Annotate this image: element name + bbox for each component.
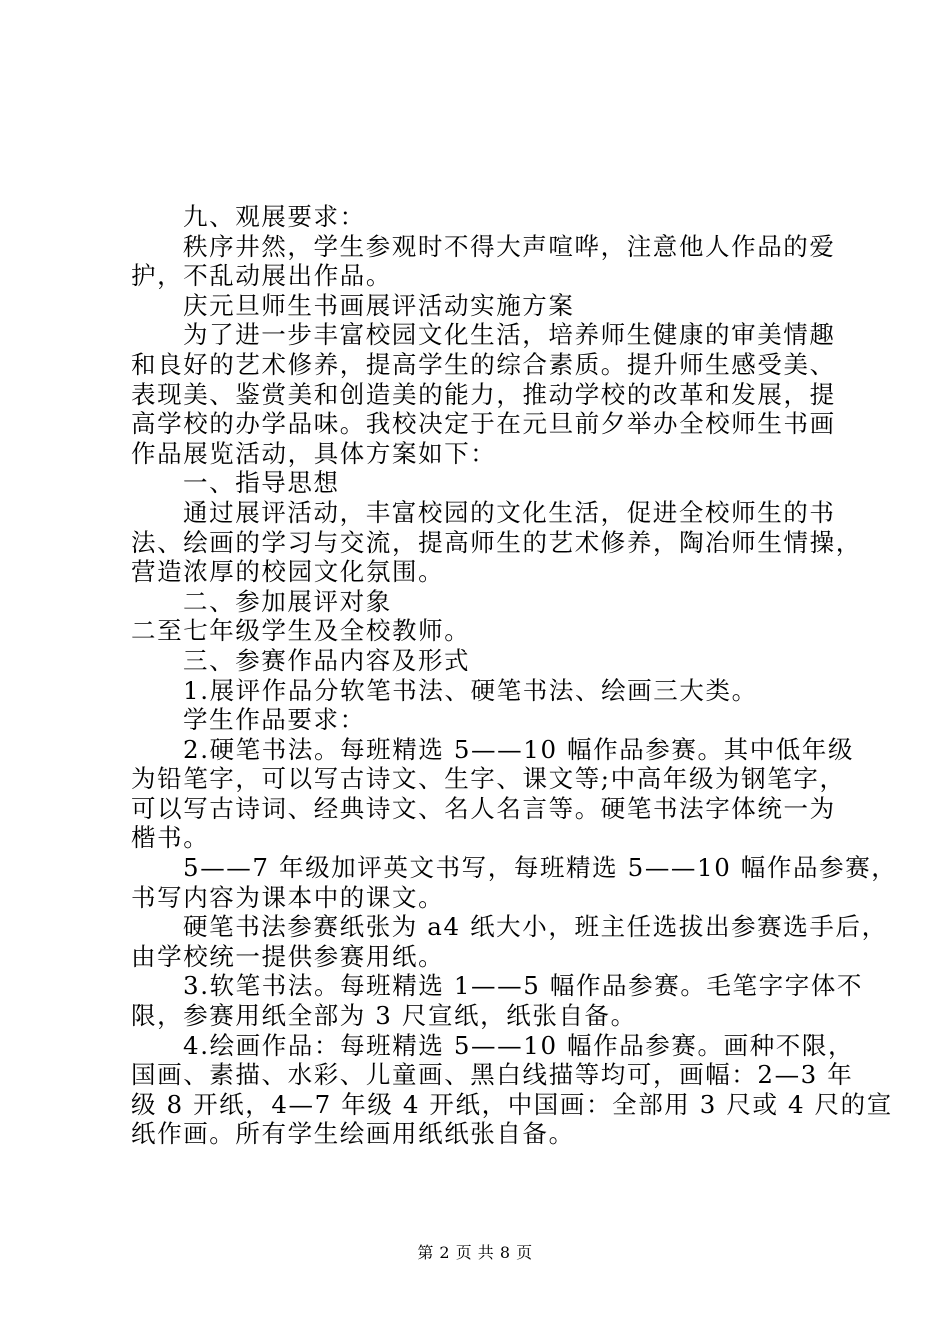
- paragraph-line: 表现美、鉴赏美和创造美的能力，推动学校的改革和发展，提: [131, 379, 836, 409]
- paragraph-line: 纸作画。所有学生绘画用纸纸张自备。: [131, 1119, 575, 1149]
- paragraph-line: 书写内容为课本中的课文。: [131, 882, 445, 912]
- page-footer: 第 2 页 共 8 页: [417, 1243, 533, 1262]
- paragraph-line: 硬笔书法参赛纸张为 a4 纸大小，班主任选拔出参赛选手后，: [183, 912, 888, 942]
- paragraph-line: 二至七年级学生及全校教师。: [131, 616, 471, 646]
- paragraph-line: 4.绘画作品：每班精选 5——10 幅作品参赛。画种不限，: [183, 1030, 855, 1060]
- paragraph-line: 学生作品要求：: [183, 705, 366, 735]
- paragraph-line: 可以写古诗词、经典诗文、名人名言等。硬笔书法字体统一为: [131, 793, 836, 823]
- paragraph-line: 高学校的办学品味。我校决定于在元旦前夕举办全校师生书画: [131, 409, 836, 439]
- paragraph-line: 1.展评作品分软笔书法、硬笔书法、绘画三大类。: [183, 675, 758, 705]
- paragraph-line: 一、指导思想: [183, 468, 340, 498]
- paragraph-line: 三、参赛作品内容及形式: [183, 645, 471, 675]
- paragraph-line: 级 8 开纸，4—7 年级 4 开纸，中国画：全部用 3 尺或 4 尺的宣: [131, 1089, 893, 1119]
- paragraph-line: 3.软笔书法。每班精选 1——5 幅作品参赛。毛笔字字体不: [183, 971, 864, 1001]
- paragraph-line: 作品展览活动，具体方案如下：: [131, 438, 497, 468]
- paragraph-line: 2.硬笔书法。每班精选 5——10 幅作品参赛。其中低年级: [183, 734, 855, 764]
- paragraph-line: 九、观展要求：: [183, 202, 366, 231]
- paragraph-line: 为了进一步丰富校园文化生活，培养师生健康的审美情趣: [183, 320, 836, 350]
- paragraph-line: 为铅笔字，可以写古诗文、生字、课文等;中高年级为钢笔字，: [131, 764, 846, 794]
- paragraph-line: 秩序井然，学生参观时不得大声喧哗，注意他人作品的爱: [183, 231, 836, 261]
- paragraph-line: 楷书。: [131, 823, 210, 853]
- paragraph-line: 通过展评活动，丰富校园的文化生活，促进全校师生的书: [183, 497, 836, 527]
- paragraph-line: 国画、素描、水彩、儿童画、黑白线描等均可，画幅：2—3 年: [131, 1060, 854, 1090]
- paragraph-line: 5——7 年级加评英文书写，每班精选 5——10 幅作品参赛，: [183, 853, 898, 883]
- paragraph-line: 护，不乱动展出作品。: [131, 261, 392, 291]
- paragraph-line: 法、绘画的学习与交流，提高师生的艺术修养，陶冶师生情操，: [131, 527, 862, 557]
- paragraph-line: 二、参加展评对象: [183, 586, 392, 616]
- paragraph-line: 营造浓厚的校园文化氛围。: [131, 557, 445, 587]
- paragraph-line: 和良好的艺术修养，提高学生的综合素质。提升师生感受美、: [131, 349, 836, 379]
- paragraph-line: 限，参赛用纸全部为 3 尺宣纸，纸张自备。: [131, 1001, 637, 1031]
- paragraph-line: 由学校统一提供参赛用纸。: [131, 941, 445, 971]
- document-body: [131, 202, 898, 1149]
- paragraph-line: 庆元旦师生书画展评活动实施方案: [183, 290, 575, 320]
